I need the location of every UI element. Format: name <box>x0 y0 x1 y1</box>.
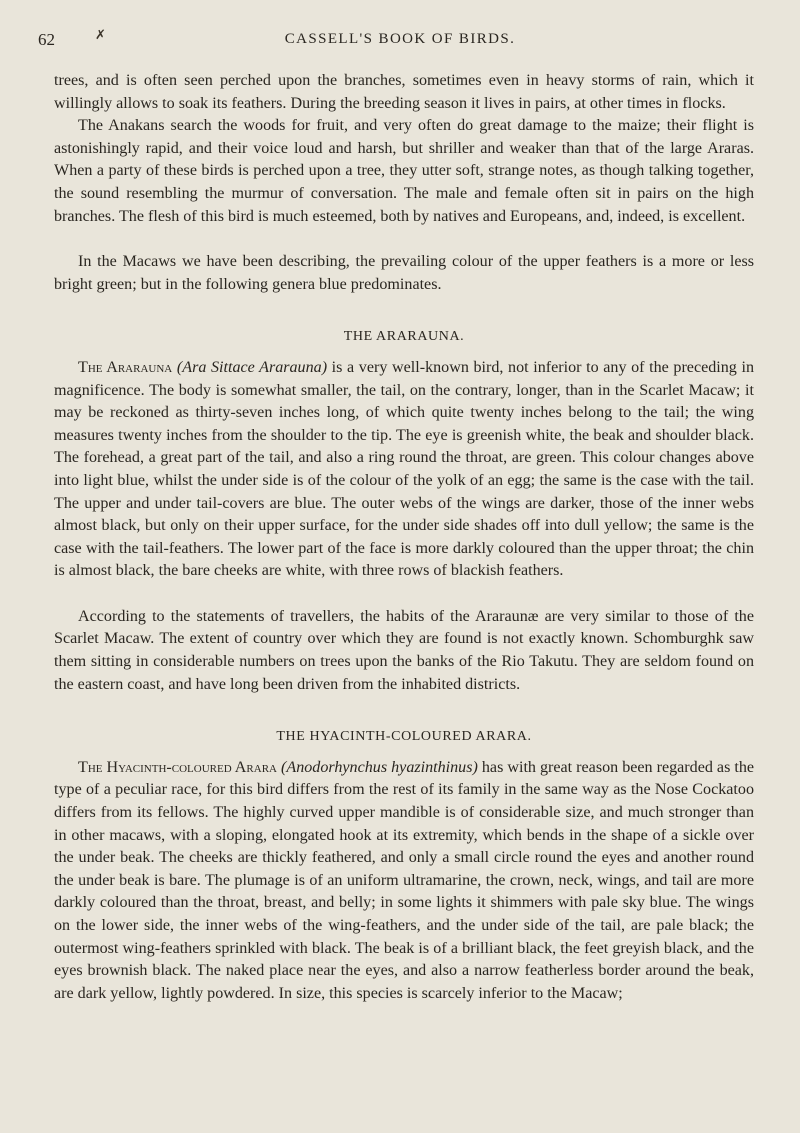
paragraph-macaws-summary: In the Macaws we have been describing, the prevailing colour of the upper feathers is a more or less bright green; but in the following genera blue predominates. <box>54 253 754 293</box>
section-heading-hyacinth-arara: THE HYACINTH-COLOURED ARARA. <box>276 729 532 745</box>
paragraph-anakans: The Anakans search the woods for fruit, and very often do great damage to the maize; their flight is astonishingly rapid, and their voice loud and harsh, but shriller and weaker than that of the large Araras. When a party of these birds is perched upon a tree, they utter soft, strange notes, as though talking together, the sound resembling the murmur of conversation. The male and female often sit in pairs on the high branches. The flesh of this bird is much esteemed, both by natives and Europeans, and, indeed, is excellent. <box>54 117 754 225</box>
page-body <box>54 70 754 1005</box>
hyacinth-text: has with great reason been regarded as the type of a peculiar race, for this bird differs from the rest of its family in the same way as the Nose Cockatoo differs from its fellows. The highly curved upper mandible is of considerable size, and much stronger than in other macaws, with a sloping, elongated hook at its extremity, which bends in the shape of a sickle over the under beak. The cheeks are thickly feathered, and only a small circle round the eyes and another round the under beak is bare. The plumage is of an uniform ultramarine, the crown, neck, wings, and tail are more darkly coloured than the throat, breast, and belly; in some lights it shimmers with pale sky blue. The wings on the lower side, the inner webs of the wing-feathers, and the under side of the tail, are pale black; the outermost wing-feathers sprinkled with black. The beak is of a brilliant black, the feet greyish black, and the eyes brownish black. The naked place near the eyes, and also a narrow featherless border around the beak, are dark yellow, lightly powdered. In size, this species is scarcely inferior to the Macaw; <box>54 758 755 1002</box>
page-header <box>38 27 762 54</box>
ararauna-latin-name: (Ara Sittace Ararauna) <box>176 358 328 376</box>
ararauna-lead: The Ararauna <box>78 358 173 376</box>
paragraph-hyacinth-arara <box>54 757 754 1006</box>
paragraph-ararauna-habits: According to the statements of travellers, the habits of the Araraunæ are very similar to those of the Scarlet Macaw. The extent of country over which they are found is not exactly known. Schomburghk saw them sitting in considerable numbers on trees upon the banks of the Rio Takutu. They are seldom found on the eastern coast, and have long been driven from the inhabited districts. <box>54 607 754 693</box>
page-number: 62 <box>38 30 55 49</box>
paragraph-ararauna <box>54 357 754 583</box>
hyacinth-lead: The Hyacinth-coloured Arara <box>78 758 277 776</box>
ararauna-text: is a very well-known bird, not inferior to any of the preceding in magnificence. The body is somewhat smaller, the tail, on the contrary, longer, than in the Scarlet Macaw; it may be reckoned as thirty-seven inches long, of which quite twenty inches belong to the tail; the wing measures twenty inches from the shoulder to the tip. The eye is greenish white, the beak and shoulder black. The forehead, a great part of the tail, and also a ring round the throat, are green. This colour changes above into light blue, whilst the under side is of the colour of the yolk of an egg; the same is the case with the tail. The upper and under tail-covers are blue. The outer webs of the wings are darker, those of the inner webs almost black, but only on their upper surface, for the under side shades off into dull yellow; the same is the case with the tail-feathers. The lower part of the face is more darkly coloured than the upper throat; the chin is almost black, the bare cheeks are white, with three rows of blackish feathers. <box>54 358 754 580</box>
section-heading-ararauna: THE ARARAUNA. <box>343 329 465 345</box>
running-title: CASSELL'S BOOK OF BIRDS. <box>284 31 516 47</box>
pencil-mark: ✗ <box>95 27 106 42</box>
paragraph-continued: trees, and is often seen perched upon the branches, sometimes even in heavy storms of rain, which it willingly allows to soak its feathers. During the breeding season it lives in pairs, at other times in flocks. <box>54 72 754 112</box>
hyacinth-latin-name: (Anodorhynchus hyazinthinus) <box>281 758 478 776</box>
